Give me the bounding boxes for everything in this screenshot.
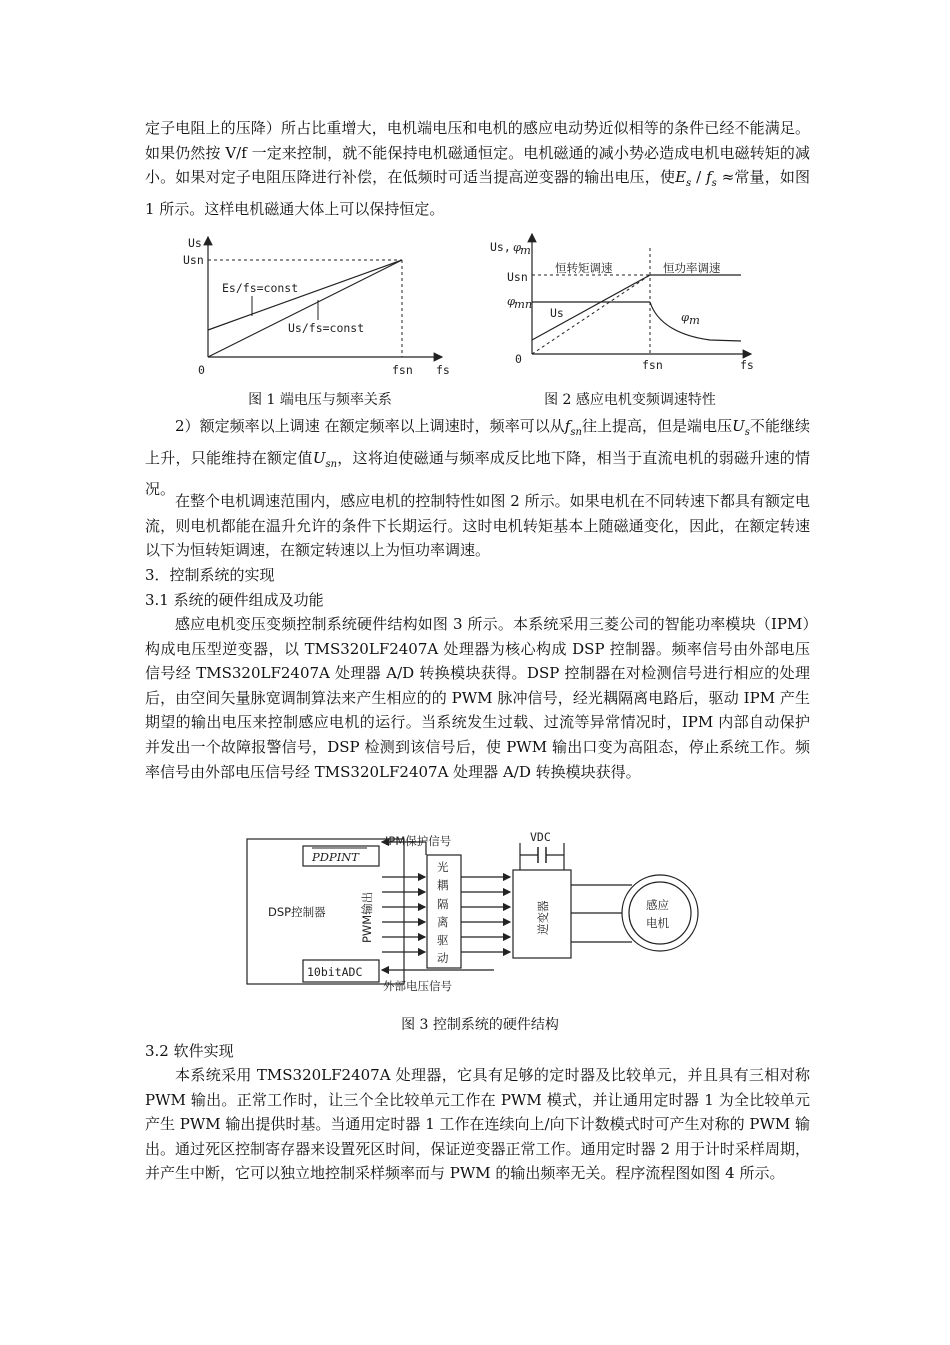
fig2-region-right: 恒功率调速 — [663, 261, 721, 275]
inverter-label: 逆变器 — [536, 900, 550, 935]
fig2-us-curve-label: Us — [550, 306, 564, 320]
ipm-signal-label: IPM保护信号 — [385, 834, 452, 848]
adc-label: 10bitADC — [307, 965, 363, 979]
heading-3: 3．控制系统的实现 — [145, 566, 275, 584]
paragraph-top: 定子电阻上的压降）所占比重增大，电机端电压和电机的感应电动势近似相等的条件已经不能满足。如果仍然按 V/f 一定来控制，就不能保持电机磁通恒定。电机磁通的减小势必造成电机电磁转矩的减小。如果对定子电阻压降进行补偿，在低频时可适当提高逆变器的输出电压，使$E_s / f_s$ ≈常量，如图 1 所示。这样电机磁通大体上可以保持恒定。 — [145, 119, 810, 218]
heading-3-1: 3.1 系统的硬件组成及功能 — [145, 591, 324, 609]
motor-outer — [622, 875, 698, 951]
motor-inner — [629, 882, 691, 944]
paragraph-5: 本系统采用 TMS320LF2407A 处理器，它具有足够的定时器及比较单元，并且具有三相对称 PWM 输出。正常工作时，让三个全比较单元工作在 PWM 模式，并让通用定时器 1 为全比较单元产生 PWM 输出提供时基。当通用定时器 1 工作在连续向上/向下计数模式时可产生对称的 PWM 输出。通过死区控制寄存器来设置死区时间，保证逆变器正常工作。通用定时器 2 用于计时采样周期，并产生中断，它可以独立地控制采样频率而与 PWM 的输出频率无关。程序流程图如图 4 所示。 — [145, 1066, 810, 1183]
opto-char-2: 耦 — [437, 878, 449, 892]
fig2-fs-label: fs — [740, 358, 754, 372]
motor-label-2: 电机 — [646, 916, 669, 930]
fig2-y-label-phi-sub: m — [520, 243, 531, 257]
fig1-line-es — [208, 260, 402, 330]
figure-3-diagram — [240, 825, 720, 1000]
pwm-label: PWM输出 — [360, 891, 374, 943]
figure-2-chart — [485, 232, 785, 382]
opto-char-5: 驱 — [437, 933, 449, 947]
opto-char-1: 光 — [437, 860, 449, 874]
fig1-fs-label: fs — [436, 363, 450, 377]
opto-char-6: 动 — [437, 951, 449, 965]
figure-2-caption: 图 2 感应电机变频调速特性 — [544, 392, 716, 408]
fig1-line-us — [208, 260, 402, 357]
fig2-phi-rated-label: φ — [507, 294, 516, 308]
opto-char-4: 离 — [437, 915, 449, 929]
fig1-usn-label: Usn — [183, 253, 204, 267]
fig2-region-left: 恒转矩调速 — [555, 261, 613, 275]
vdc-label: VDC — [530, 830, 551, 844]
opto-char-3: 隔 — [437, 897, 449, 911]
fig2-phi-rated-sub: mn — [514, 297, 533, 311]
fig1-origin: 0 — [198, 363, 205, 377]
figure-3-caption: 图 3 控制系统的硬件结构 — [401, 1017, 559, 1033]
fig2-y-label-us: Us, — [490, 240, 511, 254]
fig1-us-label: Us/fs=const — [288, 321, 365, 335]
fig2-usn-label: Usn — [507, 270, 528, 284]
paragraph-3: 在整个电机调速范围内，感应电机的控制特性如图 2 所示。如果电机在不同转速下都具有额定电流，则电机都能在温升允许的条件下长期运行。这时电机转矩基本上随磁通变化，因此，在额定转速以下为恒转矩调速，在额定转速以上为恒功率调速。 — [145, 492, 810, 560]
ext-voltage-label: 外部电压信号 — [383, 979, 452, 993]
paragraph-4: 感应电机变压变频控制系统硬件结构如图 3 所示。本系统采用三菱公司的智能功率模块（IPM）构成电压型逆变器，以 TMS320LF2407A 处理器为核心构成 DSP 控制器。频率信号由外部电压信号经 TMS320LF2407A 处理器 A/D 转换模块获得。DSP 控制器在对检测信号进行相应的处理后，由空间矢量脉宽调制算法来产生相应的的 PWM 脉冲信号，经光耦隔离电路后，驱动 IPM 产生期望的输出电压来控制感应电机的运行。当系统发生过载、过流等异常情况时，IPM 内部自动保护并发出一个故障报警信号，DSP 检测到该信号后，使 PWM 输出口变为高阻态，停止系统工作。频率信号由外部电压信号经 TMS320LF2407A 处理器 A/D 转换模块获得。 — [145, 615, 810, 781]
fig2-phi-curve-sub: m — [689, 313, 700, 327]
dsp-label: DSP控制器 — [268, 905, 326, 919]
fig2-phi-curve-label: φ — [681, 310, 690, 324]
heading-3-2: 3.2 软件实现 — [145, 1042, 234, 1060]
fig1-y-label: Us — [188, 236, 202, 250]
fig2-origin: 0 — [515, 352, 522, 366]
motor-label-1: 感应 — [646, 898, 669, 912]
fig1-es-label: Es/fs=const — [222, 281, 299, 295]
pdpint-label: PDPINT — [312, 850, 359, 864]
figure-1-chart — [170, 232, 470, 382]
figure-1-caption: 图 1 端电压与频率关系 — [248, 392, 392, 408]
fig2-fsn-label: fsn — [642, 358, 663, 372]
fig1-fsn-label: fsn — [392, 363, 413, 377]
paragraph-2: 2）额定频率以上调速 在额定频率以上调速时，频率可以从$f_{sn}$往上提高，但是端电压$U_s$不能继续上升，只能维持在额定值$U_{sn}$，这将迫使磁通与频率成反比地下降，相当于直流电机的弱磁升速的情况。 — [145, 417, 810, 499]
fig2-y-label-phi: φ — [513, 240, 522, 254]
